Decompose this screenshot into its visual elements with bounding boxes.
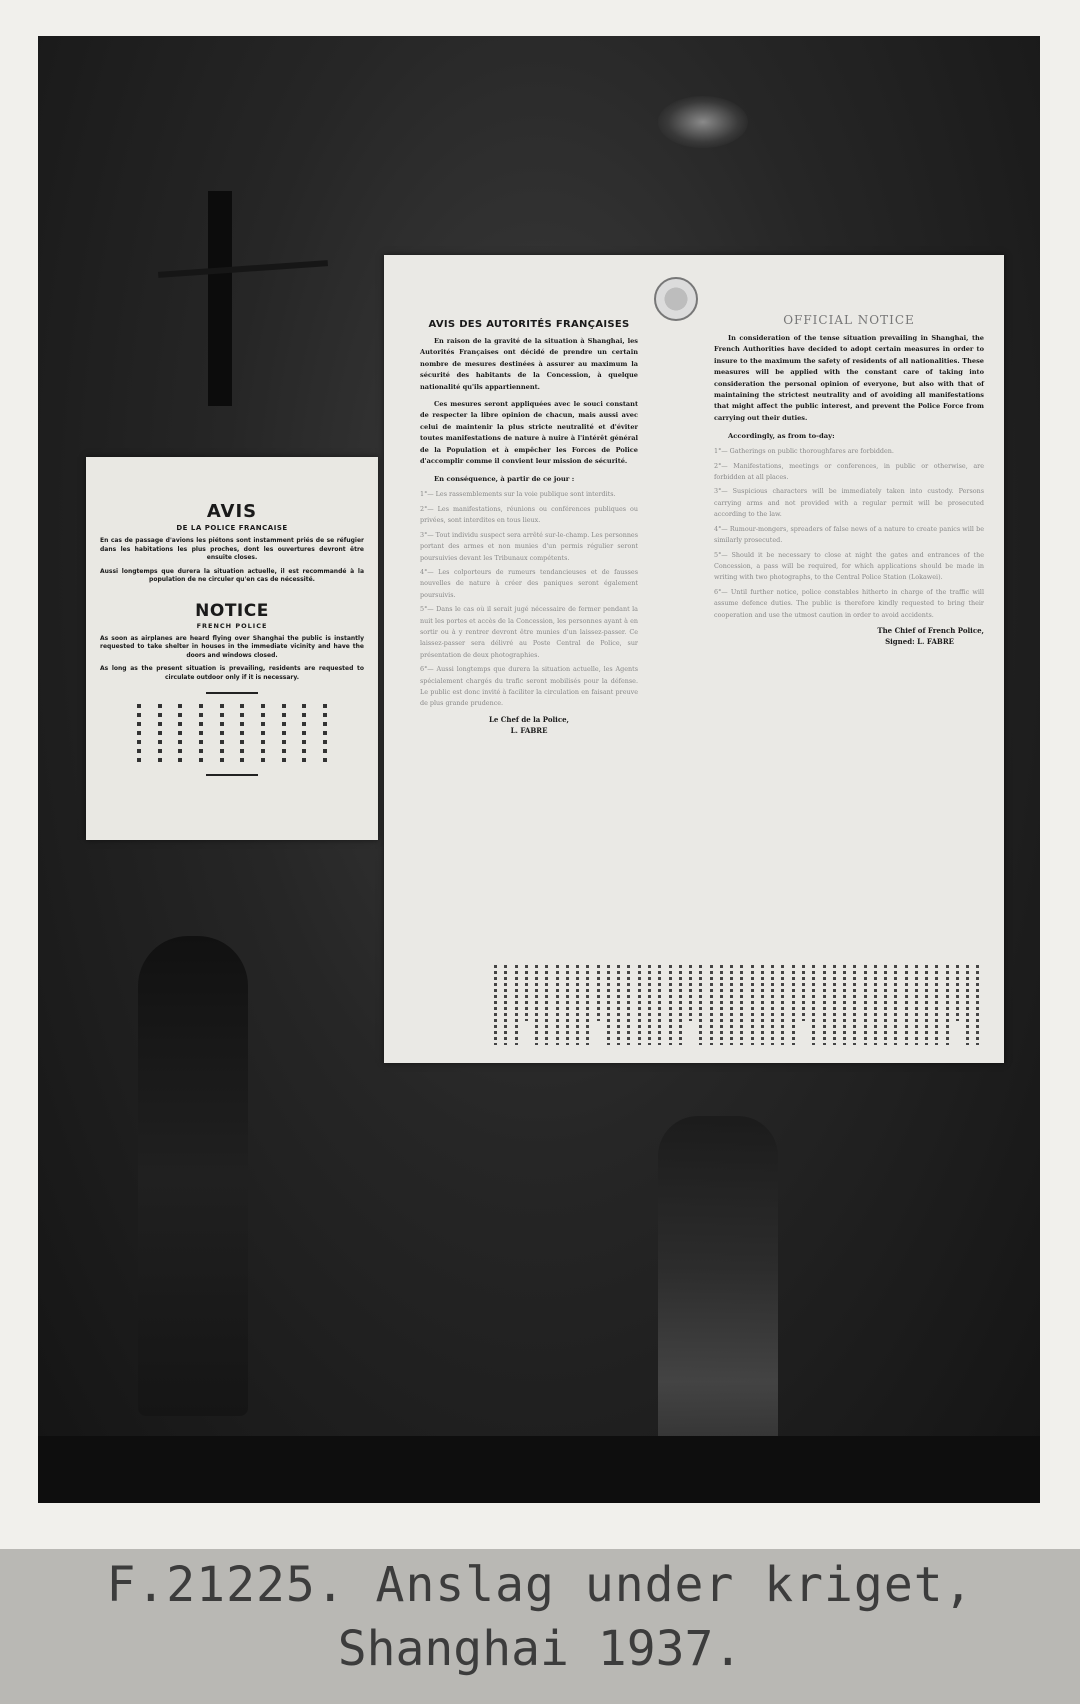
utility-pole bbox=[208, 191, 232, 406]
list-item: 5°— Dans le cas où il serait jugé nécessaire de fermer pendant la nuit les portes et accès de la Concession, les personnes ayant à en sortir ou à y rentrer devront être munies d'un laissez-passer. Ce laissez-passer sera délivré au Poste Central de Police, sur présentation de deux photographies. bbox=[420, 605, 638, 659]
french-signature-name: L. FABRE bbox=[510, 725, 548, 735]
list-item: 1°— Les rassemblements sur la voie publique sont interdits. bbox=[420, 490, 616, 499]
list-item: 2°— Manifestations, meetings or conferences, in public or otherwise, are forbidden at all places. bbox=[714, 461, 984, 482]
list-item: 5°— Should it be necessary to close at night the gates and entrances of the Concession, a pass will be required, for which applications should be made in writing with two photographs, to the Central Police Station (Lokawei). bbox=[714, 550, 984, 582]
english-signature-title: The Chief of French Police, bbox=[877, 625, 984, 635]
utility-pole-crossarm bbox=[158, 260, 328, 278]
notice-paragraph: As soon as airplanes are heard flying over Shanghai the public is instantly requested to take shelter in houses in the immediate vicinity and have the doors and windows closed. bbox=[100, 634, 364, 659]
french-police-notice-poster bbox=[86, 457, 378, 840]
french-notice-column bbox=[420, 319, 638, 736]
list-item: 6°— Aussi longtemps que durera la situation actuelle, les Agents spécialement chargés du trafic seront mobilisés pour la défense. Le public est donc invité à faciliter la circulation en faisant preuve de plus grande prudence. bbox=[420, 665, 638, 708]
chinese-text-block bbox=[494, 965, 980, 1045]
english-paragraph: In consideration of the tense situation prevailing in Shanghai, the French Authorities have decided to adopt certain measures in order to insure to the maximum the safety of residents of all nationalities. These measures will be applied with the constant care of taking into consideration the personal opinion of everyone, but also with that of maintaining the strictest neutrality and of avoiding all manifestations that might affect the public interest, and prevent the Police Force from carrying out their duties. bbox=[714, 334, 984, 422]
notice-title: NOTICE bbox=[195, 600, 269, 621]
avis-paragraph: Aussi longtemps que durera la situation actuelle, il est recommandé à la population de ne circuler qu'en cas de nécessité. bbox=[100, 567, 364, 583]
list-item: 4°— Rumour-mongers, spreaders of false news of a nature to create panics will be similarly prosecuted. bbox=[714, 524, 984, 545]
official-notice-poster bbox=[384, 255, 1004, 1063]
divider bbox=[206, 692, 258, 694]
list-item: 1°— Gatherings on public thoroughfares are forbidden. bbox=[714, 447, 894, 456]
french-measures-list bbox=[420, 489, 638, 709]
list-item: 3°— Tout individu suspect sera arrêté sur-le-champ. Les personnes portant des armes et non munies d'un permis régulier seront poursuivies devant les Tribunaux compétents. bbox=[420, 530, 638, 562]
english-notice-column bbox=[714, 313, 984, 647]
french-lead: En conséquence, à partir de ce jour : bbox=[434, 475, 575, 484]
list-item: 4°— Les colporteurs de rumeurs tendancieuses et de fausses nouvelles de nature à créer des paniques seront également poursuivis. bbox=[420, 567, 638, 599]
french-paragraph: En raison de la gravité de la situation à Shanghai, les Autorités Françaises ont décidé de prendre un certain nombre de mesures destinées à assurer au maximum la sécurité des habitants de la Concession, à quelque nationalité qu'ils appartiennent. bbox=[420, 337, 638, 391]
caption-strip bbox=[0, 1549, 1080, 1704]
notice-subtitle: FRENCH POLICE bbox=[196, 621, 268, 630]
caption-line: Shanghai 1937. bbox=[337, 1621, 743, 1677]
person-silhouette-left bbox=[138, 936, 248, 1416]
avis-title: AVIS bbox=[206, 501, 258, 522]
caption-line: F.21225. Anslag under kriget, bbox=[106, 1557, 974, 1613]
french-paragraph: Ces mesures seront appliquées avec le souci constant de respecter la libre opinion de chacun, mais aussi avec celui de maintenir la plus stricte neutralité et d'éviter toutes manifestations de nature à nuire à l'intérêt général de la Population et à empêcher les Forces de Police d'accomplir comme il convient leur mission de sécurité. bbox=[420, 400, 638, 466]
photograph bbox=[38, 36, 1040, 1503]
avis-paragraph: En cas de passage d'avions les piétons sont instamment priés de se réfugier dans les habitations les plus proches, dont les ouvertures devront être ensuite closes. bbox=[100, 537, 364, 561]
seal-icon bbox=[654, 277, 698, 321]
list-item: 3°— Suspicious characters will be immediately taken into custody. Persons carrying arms and not provided with a regular permit will be prosecuted according to the law. bbox=[714, 487, 984, 519]
english-lead: Accordingly, as from to-day: bbox=[728, 432, 835, 441]
english-notice-title: OFFICIAL NOTICE bbox=[783, 313, 915, 327]
english-signature-name: Signed: L. FABRE bbox=[885, 636, 954, 646]
divider bbox=[206, 774, 258, 776]
french-signature-title: Le Chef de la Police, bbox=[488, 714, 569, 724]
notice-paragraph: As long as the present situation is prevailing, residents are requested to circulate outdoor only if it is necessary. bbox=[100, 665, 364, 681]
list-item: 2°— Les manifestations, réunions ou conférences publiques ou privées, sont interdites en tous lieux. bbox=[420, 504, 638, 525]
chinese-text-block bbox=[137, 704, 327, 764]
list-item: 6°— Until further notice, police constables hitherto in charge of the traffic will assume defence duties. The public is therefore kindly requested to bring their cooperation and use the utmost caution in order to avoid accidents. bbox=[714, 587, 984, 619]
french-notice-title: AVIS DES AUTORITÉS FRANÇAISES bbox=[428, 319, 630, 330]
english-measures-list bbox=[714, 446, 984, 621]
street-lamp bbox=[658, 96, 748, 148]
ground bbox=[38, 1436, 1040, 1503]
avis-subtitle: DE LA POLICE FRANCAISE bbox=[176, 524, 288, 532]
